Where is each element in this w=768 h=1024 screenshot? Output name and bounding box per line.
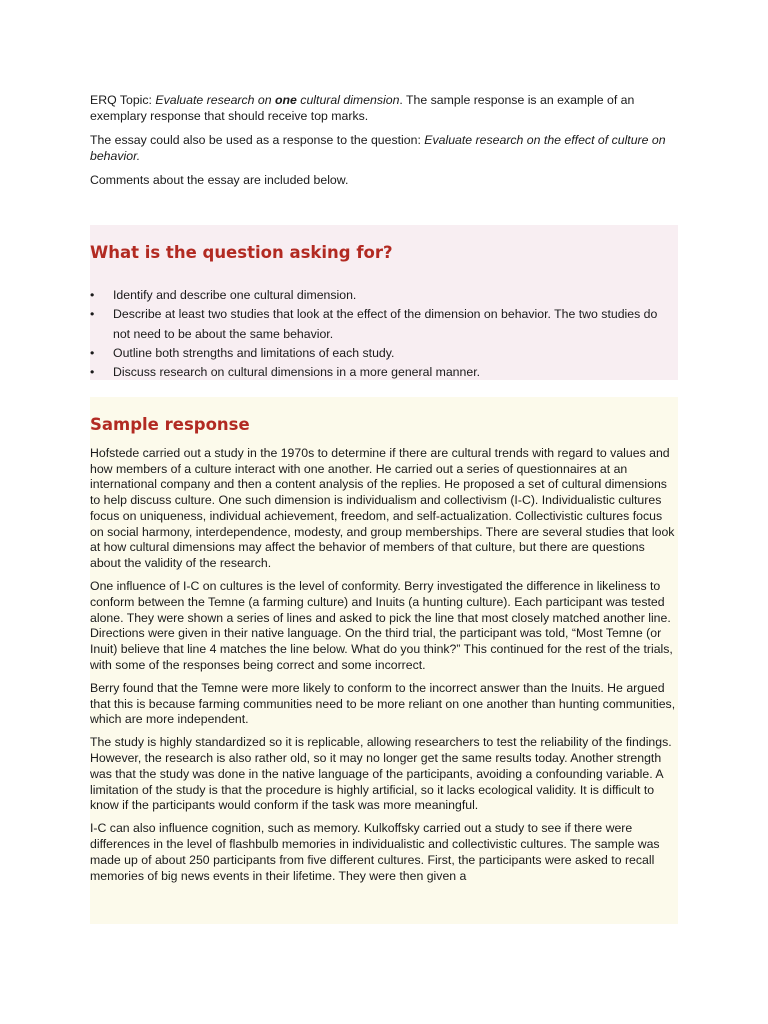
question-section [90, 225, 678, 380]
sample-heading: Sample response [90, 415, 250, 434]
sample-response-body [90, 446, 678, 892]
list-item [90, 344, 670, 363]
paragraph: Berry found that the Temne were more likely to conform to the incorrect answer than the Inuits. He argued that this is because farming communities need to be more reliant on one another than hunting communities, which are more independent. [90, 680, 676, 727]
list-item [90, 286, 670, 305]
question-bullet-list [90, 286, 670, 382]
alt-question-line [90, 133, 680, 164]
intro-block [90, 93, 680, 198]
question-heading: What is the question asking for? [90, 243, 393, 262]
paragraph: The study is highly standardized so it is replicable, allowing researchers to test the reliability of the findings. However, the research is also rather old, so it may no longer get the same results today. Another strength was that the study was done in the native language of the participants, avoiding a confounding variable. A limitation of the study is that the procedure is highly artificial, so it lacks ecological validity. It is difficult to know if the participants would conform if the task was more meaningful. [90, 735, 672, 813]
list-item-text: Identify and describe one cultural dimension. [113, 288, 357, 302]
paragraph: I-C can also influence cognition, such as memory. Kulkoffsky carried out a study to see if there were differences in the level of flashbulb memories in individualistic and collectivistic cultures. The sample was made up of about 250 participants from five different cultures. First, the participants were asked to recall memories of big news events in their lifetime. They were then given a [90, 821, 660, 883]
bullet-icon: • [90, 365, 95, 380]
bullet-icon: • [90, 345, 95, 360]
topic-emphasis: one [275, 93, 297, 107]
erq-topic-prefix: ERQ Topic: [90, 93, 156, 107]
bullet-icon: • [90, 288, 95, 302]
erq-topic-line [90, 93, 680, 124]
alt-question-italic: Evaluate research on the effect of culture on behavior. [90, 133, 666, 163]
alt-question-prefix: The essay could also be used as a response to the question: [90, 133, 425, 148]
list-item [90, 305, 670, 344]
paragraph: Hofstede carried out a study in the 1970s to determine if there are cultural trends with regard to values and how members of a culture interact with one another. He carried out a series of questionnaires at an international company and then a content analysis of the replies. He proposed a set of cultural dimensions to help discuss culture. One such dimension is individualism and collectivism (I-C). Individualistic cultures focus on uniqueness, individual achievement, freedom, and self-actualization. Collectivistic cultures focus on social harmony, interdependence, modesty, and group memberships. There are several studies that look at how cultural dimensions may affect the behavior of members of that culture, but there are questions about the validity of the research. [90, 446, 675, 570]
paragraph: One influence of I-C on cultures is the level of conformity. Berry investigated the difference in likeliness to conform between the Temne (a farming culture) and Inuits (a hunting culture). Each participant was tested alone. They were shown a series of lines and asked to pick the line that most closely matched another line. Directions were given in their native language. On the third trial, the participant was told, “Most Temne (or Inuit) believe that line 4 matches the line below. What do you think?” This continued for the rest of the trials, with some of the responses being correct and some incorrect. [90, 579, 673, 672]
topic-text-a: Evaluate research on [155, 93, 276, 107]
list-item-text: Describe at least two studies that look at the effect of the dimension on behavior. The two studies do not need to be about the same behavior. [113, 307, 658, 341]
topic-text-b: cultural dimension [296, 93, 400, 107]
list-item-text: Outline both strengths and limitations of each study. [113, 345, 395, 360]
list-item-text: Discuss research on cultural dimensions in a more general manner. [113, 365, 481, 380]
sample-response-section [90, 397, 678, 924]
list-item [90, 363, 670, 382]
comments-note: Comments about the essay are included below. [90, 173, 349, 188]
bullet-icon: • [90, 307, 95, 322]
erq-topic-suffix: . The sample response is an example of an exemplary response that should receive top marks. [90, 93, 635, 123]
